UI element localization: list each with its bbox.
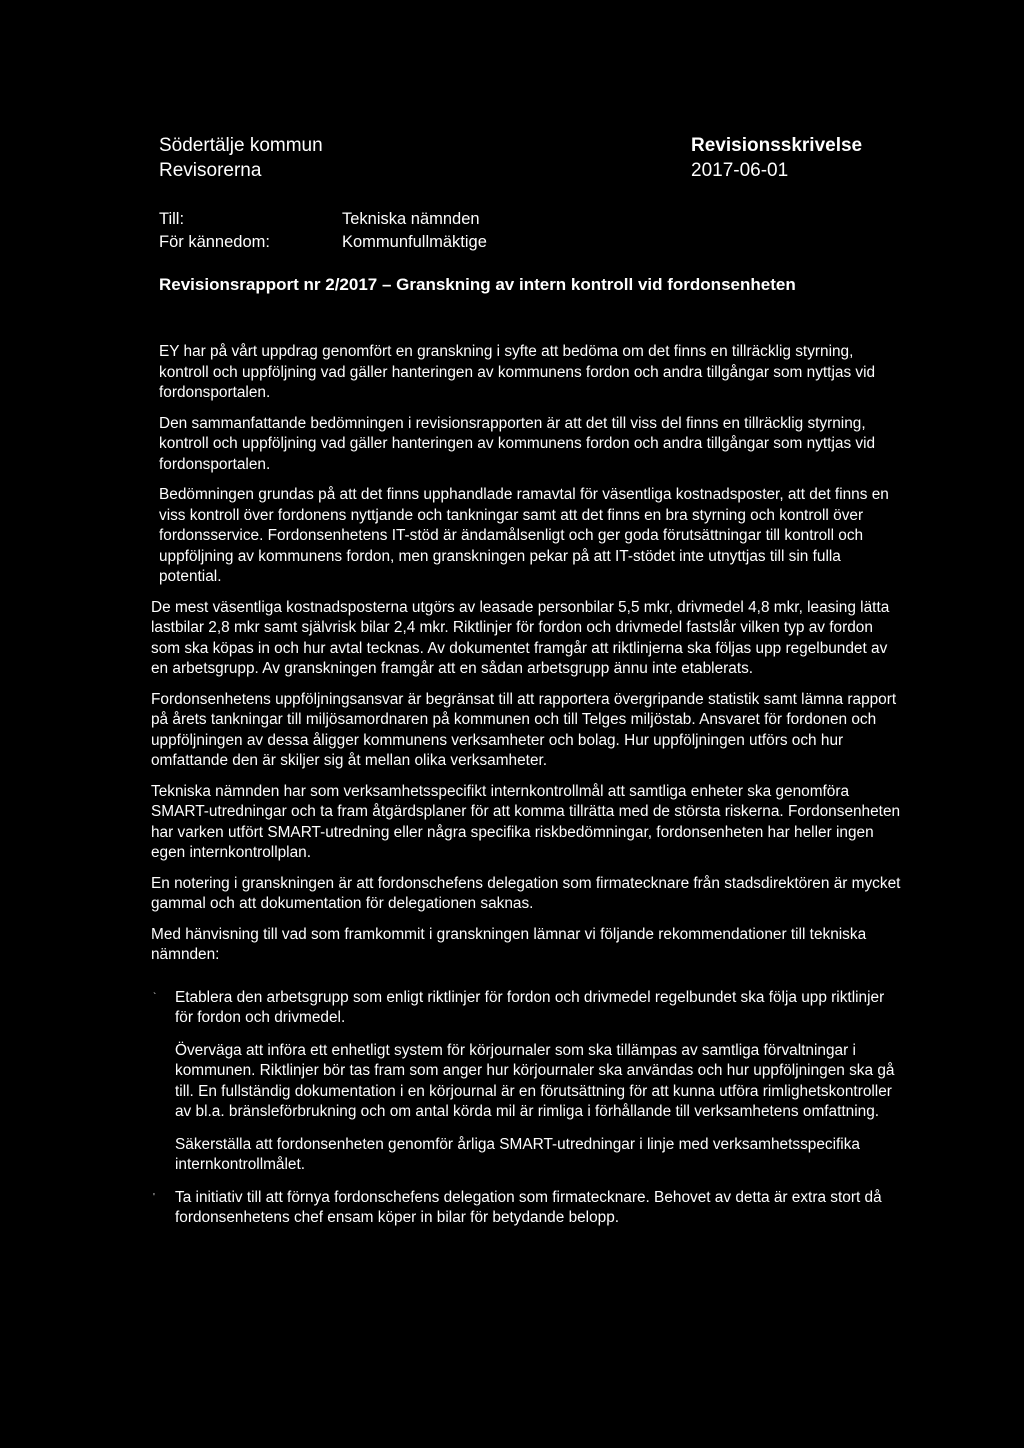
document-type: Revisionsskrivelse bbox=[691, 135, 863, 156]
recommendation-text: Överväga att införa ett enhetligt system för körjournaler som ska tillämpas av samtliga förvaltningar i kommunen. Riktlinjer bör tas fram som anger hur körjournaler ska användas och hur uppföljningen ska gå till. En fullständig dokumentation i en körjournal är en förutsättning för att kunna utföra rimlighetskontroller av bl.a. bränsleförbrukning och om antal körda mil är rimliga i förhållande till verksamhetens omfattning. bbox=[175, 1041, 895, 1120]
recommendation-item bbox=[153, 1188, 895, 1229]
cc-value: Kommunfullmäktige bbox=[342, 233, 487, 251]
document-meta bbox=[691, 133, 862, 183]
paragraph: Den sammanfattande bedömningen i revisionsrapporten är att det till viss del finns en tillräcklig styrning, kontroll och uppföljning vad gäller hanteringen av kommunens fordon och andra tillgångar som nyttjas vid fordonsportalen. bbox=[159, 414, 876, 473]
bullet-mark: ` bbox=[153, 991, 157, 1003]
paragraph: EY har på vårt uppdrag genomfört en granskning i syfte att bedöma om det finns en tillräcklig styrning, kontroll och uppföljning vad gäller hanteringen av kommunens fordon och andra tillgångar som nyttjas vid fordonsportalen. bbox=[159, 343, 876, 401]
report-title: Revisionsrapport nr 2/2017 – Granskning av intern kontroll vid fordonsenheten bbox=[159, 275, 796, 294]
organization-name: Södertälje kommun bbox=[159, 135, 323, 156]
recommendation-text: Säkerställa att fordonsenheten genomför årliga SMART-utredningar i linje med verksamhetsspecifika internkontrollmålet. bbox=[175, 1135, 860, 1173]
addressing-block bbox=[159, 208, 487, 254]
addressee-value: Tekniska nämnden bbox=[342, 210, 480, 228]
department-name: Revisorerna bbox=[159, 160, 262, 181]
paragraph: Fordonsenhetens uppföljningsansvar är begränsat till att rapportera övergripande statistik samt lämna rapport på årets tankningar till miljösamordnaren på kommunen och till Telges miljöstab. Ansvaret för fordonen och uppföljningen av dessa åligger kommunens verksamheter och bolag. Hur uppföljningen utförs och hur omfattande den är skiljer sig åt mellan olika verksamheter. bbox=[151, 690, 897, 769]
paragraph: De mest väsentliga kostnadsposterna utgörs av leasade personbilar 5,5 mkr, drivmedel 4,8 mkr, leasing lätta lastbilar 2,8 mkr samt självrisk bilar 2,4 mkr. Riktlinjer för fordon och drivmedel fastslår vilken typ av fordon som ska köpas in och hur avtal tecknas. Av dokumentet framgår att riktlinjerna ska följas upp regelbundet av en arbetsgrupp. Av granskningen framgår att en sådan arbetsgrupp ännu inte etablerats. bbox=[151, 598, 890, 677]
body-text bbox=[151, 342, 903, 1241]
recommendation-list bbox=[151, 988, 903, 1229]
addressee-row bbox=[159, 208, 487, 231]
cc-row bbox=[159, 231, 487, 254]
cc-label: För kännedom: bbox=[159, 233, 270, 251]
recommendation-item bbox=[153, 988, 895, 1029]
sender-block bbox=[159, 133, 323, 183]
recommendation-item bbox=[175, 1135, 895, 1176]
recommendation-text: Etablera den arbetsgrupp som enligt riktlinjer för fordon och drivmedel regelbundet ska följa upp riktlinjer för fordon och drivmedel. bbox=[175, 988, 885, 1026]
recommendation-item bbox=[175, 1041, 895, 1123]
addressee-label: Till: bbox=[159, 210, 185, 228]
paragraph: Med hänvisning till vad som framkommit i granskningen lämnar vi följande rekommendationer till tekniska nämnden: bbox=[151, 925, 867, 963]
paragraph: Tekniska nämnden har som verksamhetsspecifikt internkontrollmål att samtliga enheter ska genomföra SMART-utredningar och ta fram åtgärdsplaner för att komma tillrätta med de största riskerna. Fordonsenheten har varken utfört SMART-utredning eller några specifika riskbedömningar, fordonsenheten har heller ingen egen internkontrollplan. bbox=[151, 782, 901, 861]
recommendation-text: Ta initiativ till att förnya fordonschefens delegation som firmatecknare. Behovet av detta är extra stort då fordonsenhetens chef ensam köper in bilar för betydande belopp. bbox=[175, 1188, 882, 1226]
document-date: 2017-06-01 bbox=[691, 160, 789, 181]
bullet-mark: ' bbox=[153, 1191, 155, 1203]
paragraph: Bedömningen grundas på att det finns upphandlade ramavtal för väsentliga kostnadsposter, att det finns en viss kontroll över fordonens nyttjande och tankningar samt att det finns en bra styrning och kontroll över fordonsservice. Fordonsenhetens IT-stöd är ändamålsenligt och ger goda förutsättningar till kontroll och uppföljning av kommunens fordon, men granskningen pekar på att IT-stödet inte utnyttjas till sin fulla potential. bbox=[159, 486, 889, 585]
paragraph: En notering i granskningen är att fordonschefens delegation som firmatecknare från stadsdirektören är mycket gammal och att dokumentation för delegationen saknas. bbox=[151, 874, 901, 912]
